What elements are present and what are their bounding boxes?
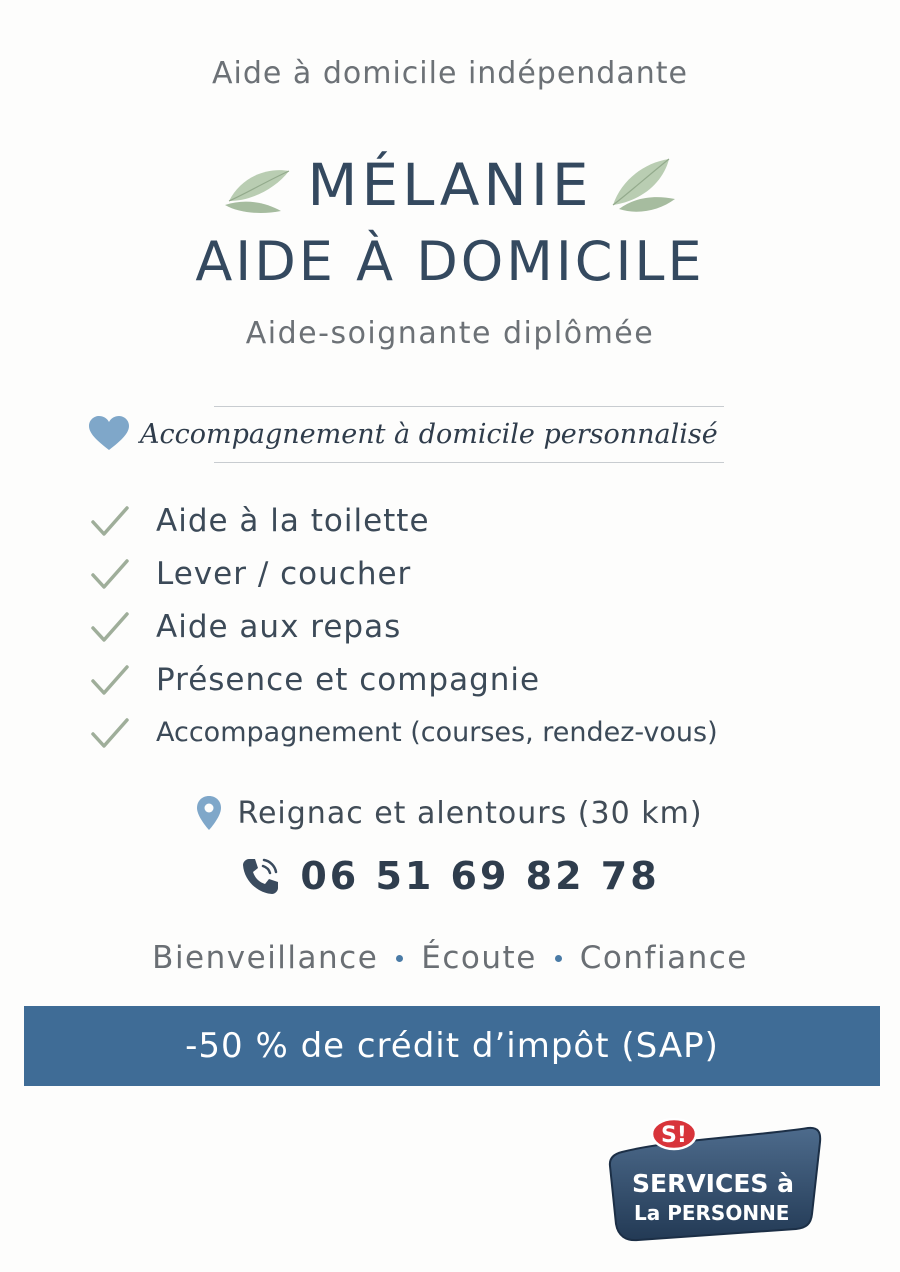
tax-credit-banner xyxy=(24,1006,880,1086)
service-label: Aide à la toilette xyxy=(156,502,430,539)
accompaniment-row xyxy=(88,414,848,454)
values-row xyxy=(0,936,900,980)
service-label: Lever / coucher xyxy=(156,555,412,592)
location-row xyxy=(0,790,900,836)
value-label: Confiance xyxy=(579,940,748,976)
subtitle: Aide-soignante diplômée xyxy=(245,316,655,351)
logo-badge: S! xyxy=(661,1123,687,1148)
name-heading: MÉLANIE xyxy=(307,151,593,219)
list-item xyxy=(90,653,850,706)
location-text: Reignac et alentours (30 km) xyxy=(237,795,703,831)
check-icon xyxy=(90,557,130,591)
check-icon xyxy=(90,504,130,538)
logo-line-2: La PERSONNE xyxy=(634,1201,790,1225)
value-label: Écoute xyxy=(421,940,537,976)
service-label: Accompagnement (courses, rendez-vous) xyxy=(156,717,718,748)
logo-line-1: SERVICES à xyxy=(632,1169,794,1198)
service-label: Aide aux repas xyxy=(156,608,402,645)
leaf-right-icon xyxy=(607,155,677,215)
tagline: Aide à domicile indépendante xyxy=(212,56,688,91)
accompaniment-text: Accompagnement à domicile personnalisé xyxy=(140,418,718,450)
services-list xyxy=(90,494,850,759)
name-line xyxy=(0,150,900,220)
value-label: Bienveillance xyxy=(152,940,379,976)
map-pin-icon xyxy=(197,796,221,830)
divider-top xyxy=(214,406,724,407)
list-item xyxy=(90,706,850,759)
separator-dot xyxy=(555,955,562,962)
list-item xyxy=(90,600,850,653)
check-icon xyxy=(90,663,130,697)
heart-icon xyxy=(88,416,130,452)
services-a-la-personne-logo xyxy=(608,1118,822,1244)
phone-row xyxy=(0,848,900,904)
separator-dot xyxy=(396,955,403,962)
divider-bottom xyxy=(214,462,724,463)
list-item xyxy=(90,547,850,600)
tax-credit-text: -50 % de crédit d’impôt (SAP) xyxy=(185,1026,719,1066)
leaf-left-icon xyxy=(223,155,293,215)
phone-icon xyxy=(240,856,280,896)
check-icon xyxy=(90,716,130,750)
list-item xyxy=(90,494,850,547)
check-icon xyxy=(90,610,130,644)
service-label: Présence et compagnie xyxy=(156,661,541,698)
phone-number[interactable]: 06 51 69 82 78 xyxy=(300,854,660,898)
main-title: AIDE À DOMICILE xyxy=(195,230,705,293)
